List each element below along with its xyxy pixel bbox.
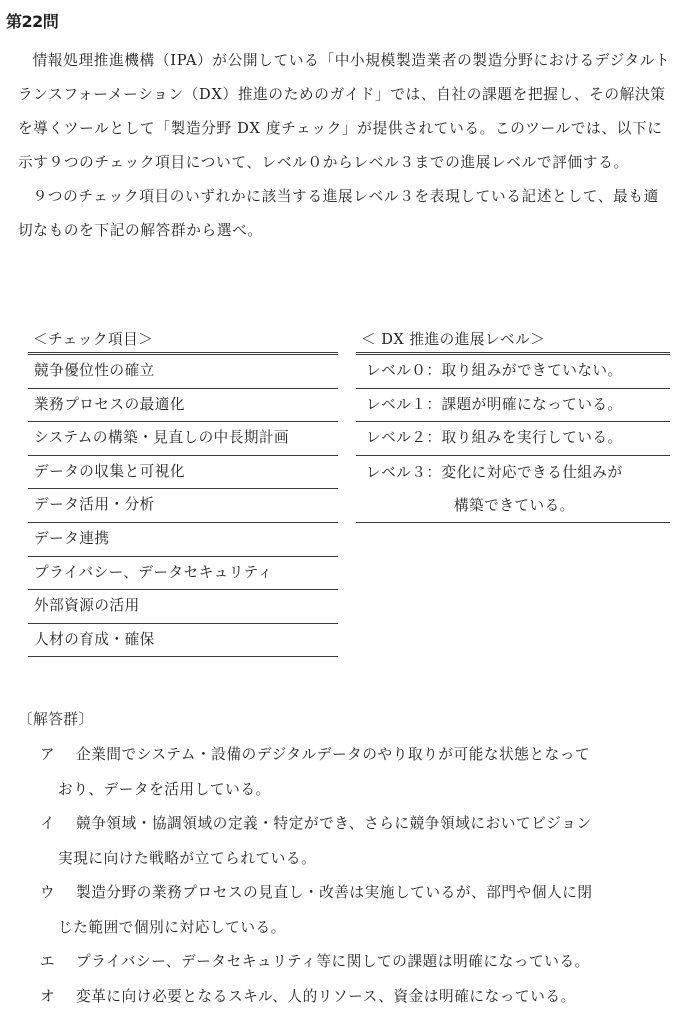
check-item: 人材の育成・確保 [28, 624, 338, 658]
level-row [356, 389, 670, 423]
answer-choice-o[interactable] [40, 980, 672, 1015]
level-label: レベル０： [366, 362, 442, 379]
level-label: レベル２： [366, 429, 442, 447]
choice-mark: ウ [40, 884, 56, 901]
check-item: データ連携 [28, 523, 338, 557]
level-text: 取り組みを実行している。 [441, 429, 623, 447]
answer-choice-a[interactable] [40, 738, 672, 807]
check-item: データ活用・分析 [28, 489, 338, 523]
answer-choice-u[interactable] [40, 876, 672, 945]
intro-paragraph-2: ９つのチェック項目のいずれかに該当する進展レベル３を表現している記述として、最も適切なものを下記の解答群から選べ。 [18, 188, 659, 239]
choice-mark: オ [40, 987, 56, 1005]
level-label: レベル３： [366, 463, 442, 481]
choice-line-2: 実現に向けた戦略が立てられている。 [58, 849, 317, 867]
question-number: 第22問 [6, 12, 59, 31]
check-items-header: ＜チェック項目＞ [28, 325, 338, 355]
intro-paragraph-1: 情報処理推進機構（IPA）が公開している「中小規模製造業者の製造分野におけるデジタルトランスフォーメーション（DX）推進のためのガイド」では、自社の課題を把握し、その解決策を導くツールとして「製造分野 DX 度チェック」が提供されている。このツールでは、以下に示す９つのチェック項目について、レベル０からレベル３までの進展レベルで評価する。 [18, 52, 671, 171]
choice-line-2: じた範囲で個別に対応している。 [58, 918, 286, 936]
level-text: 取り組みができていない。 [441, 362, 623, 379]
check-item: 外部資源の活用 [28, 590, 338, 624]
progress-levels-table [356, 325, 670, 523]
choice-line-1: プライバシー、データセキュリティ等に関しての課題は明確になっている。 [76, 953, 590, 970]
choice-line-1: 競争領域・協調領域の定義・特定ができ、さらに競争領域においてビジョン [76, 815, 592, 832]
choice-text [58, 807, 672, 876]
choice-line-1: 企業間でシステム・設備のデジタルデータのやり取りが可能な状態となって [76, 746, 591, 763]
level-text: 変化に対応できる仕組みが [441, 463, 623, 481]
check-item: 競争優位性の確立 [28, 355, 338, 389]
choice-text [58, 738, 672, 807]
answer-group-title: 〔解答群〕 [18, 711, 94, 728]
choice-text [76, 945, 672, 980]
choice-line-1: 変革に向け必要となるスキル、人的リソース、資金は明確になっている。 [76, 987, 576, 1005]
level-label: レベル１： [366, 395, 442, 413]
choice-text [58, 876, 672, 945]
level-row [356, 422, 670, 456]
choice-mark: ア [40, 746, 56, 763]
choice-text [76, 980, 672, 1015]
choice-mark: イ [40, 815, 56, 832]
answer-choices [40, 738, 672, 1014]
check-items-table [28, 325, 338, 657]
check-item: 業務プロセスの最適化 [28, 389, 338, 423]
answer-choice-e[interactable] [40, 945, 672, 980]
level-text-continued: 構築できている。 [454, 496, 575, 514]
check-item: データの収集と可視化 [28, 456, 338, 490]
level-row [356, 456, 670, 523]
choice-line-2: おり、データを活用している。 [58, 780, 271, 798]
level-row [356, 355, 670, 389]
check-item: システムの構築・見直しの中長期計画 [28, 422, 338, 456]
choice-mark: エ [40, 953, 56, 970]
levels-header: ＜ DX 推進の進展レベル＞ [356, 325, 670, 355]
level-text: 課題が明確になっている。 [441, 395, 623, 413]
question-text [18, 44, 674, 248]
choice-line-1: 製造分野の業務プロセスの見直し・改善は実施しているが、部門や個人に閉 [76, 884, 593, 901]
check-item: プライバシー、データセキュリティ [28, 557, 338, 591]
answer-choice-i[interactable] [40, 807, 672, 876]
